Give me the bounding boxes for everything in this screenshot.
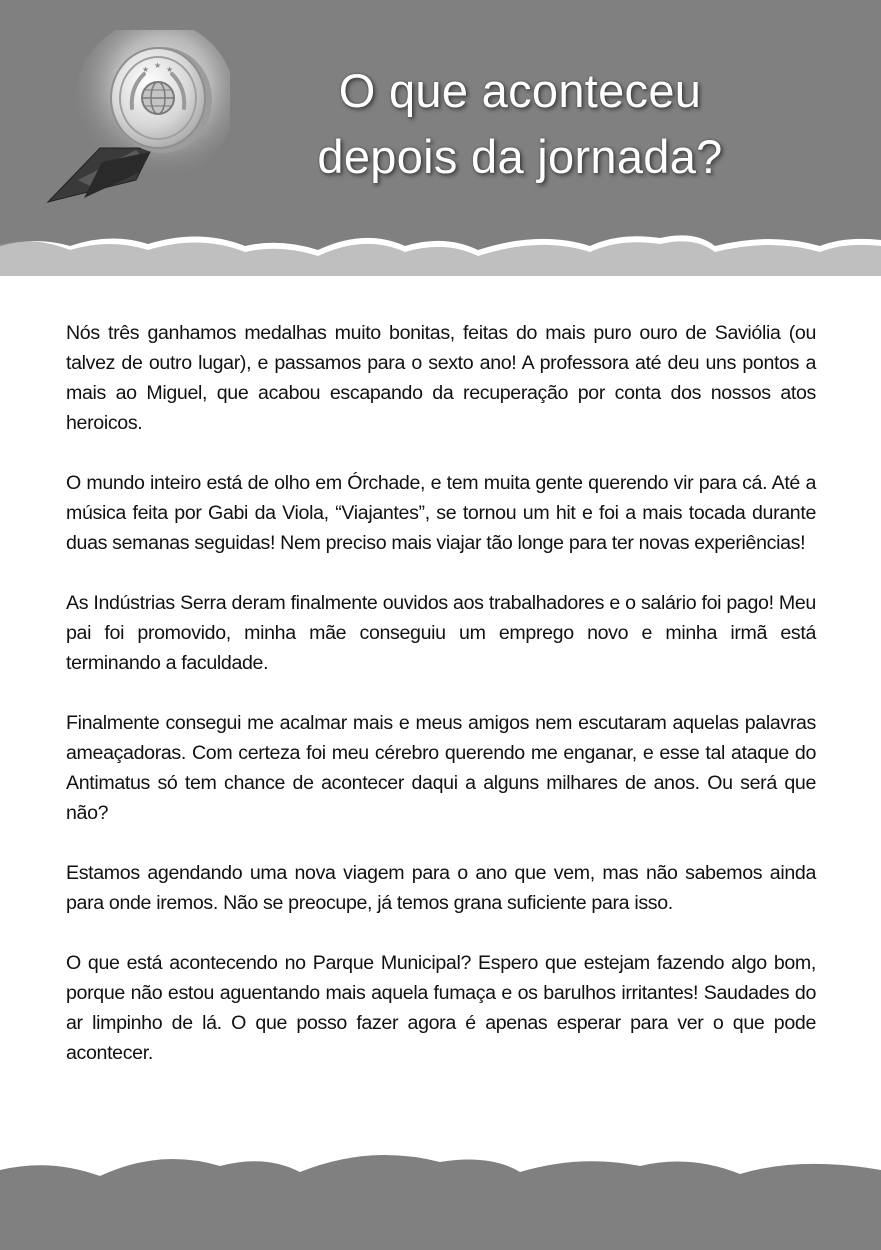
svg-text:★: ★ [166, 65, 174, 74]
title-line-2: depois da jornada? [317, 130, 723, 183]
footer-banner [0, 1140, 881, 1250]
paragraph-4: Finalmente consegui me acalmar mais e meus amigos nem escutaram aquelas palavras ameaçadoras. Com certeza foi meu cérebro querendo me enganar, e esse tal ataque do Antimatus só tem chance de acontecer daqui a alguns milhares de anos. Ou será que não? [66, 712, 816, 824]
body-text [66, 318, 816, 1098]
title-line-1: O que aconteceu [338, 64, 702, 117]
paragraph-6: O que está acontecendo no Parque Municipal? Espero que estejam fazendo algo bom, porque não estou aguentando mais aquela fumaça e os barulhos irritantes! Saudades do ar limpinho de lá. O que posso fazer agora é apenas esperar para ver o que pode acontecer. [66, 952, 816, 1064]
svg-text:★: ★ [142, 65, 150, 74]
paragraph-2: O mundo inteiro está de olho em Órchade, e tem muita gente querendo vir para cá. Até a música feita por Gabi da Viola, “Viajantes”, se tornou um hit e foi a mais tocada durante duas semanas seguidas! Nem preciso mais viajar tão longe para ter novas experiências! [66, 472, 816, 554]
paragraph-3: As Indústrias Serra deram finalmente ouvidos aos trabalhadores e o salário foi pago! Meu pai foi promovido, minha mãe conseguiu um emprego novo e minha irmã está terminando a faculdade. [66, 592, 816, 674]
svg-text:★: ★ [154, 61, 162, 70]
page-title [270, 58, 770, 190]
paragraph-5: Estamos agendando uma nova viagem para o ano que vem, mas não sabemos ainda para onde iremos. Não se preocupe, já temos grana suficiente para isso. [66, 862, 816, 914]
paragraph-1: Nós três ganhamos medalhas muito bonitas, feitas do mais puro ouro de Saviólia (ou talvez de outro lugar), e passamos para o sexto ano! A professora até deu uns pontos a mais ao Miguel, que acabou escapando da recuperação por conta dos nossos atos heroicos. [66, 322, 816, 434]
medal-icon [40, 30, 230, 220]
footer-cloud-band [0, 1155, 881, 1250]
